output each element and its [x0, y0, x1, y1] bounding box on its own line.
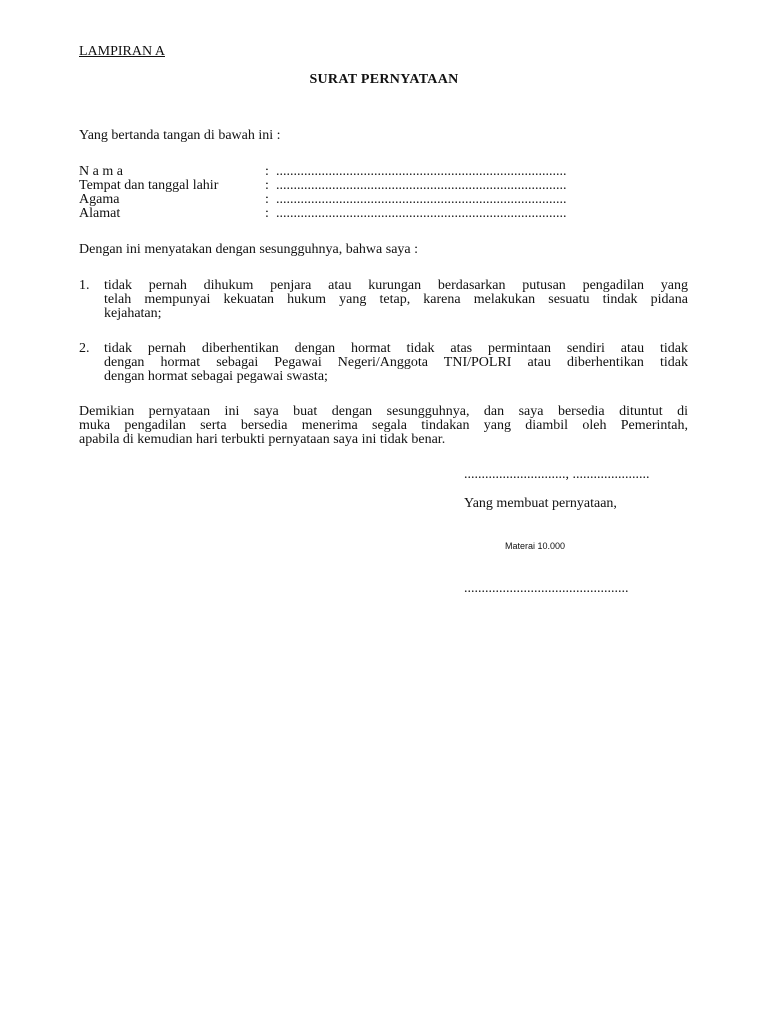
- closing-line: muka pengadilan serta bersedia menerima segala tindakan yang diambil oleh Pemerintah,: [79, 418, 688, 433]
- list-item-2: [104, 342, 688, 384]
- field-colon: :: [265, 178, 269, 193]
- attachment-label: LAMPIRAN A: [79, 44, 165, 59]
- list-item-line: kejahatan;: [104, 306, 162, 321]
- field-label-tempat-tanggal-lahir: Tempat dan tanggal lahir: [79, 178, 219, 193]
- signer-label: Yang membuat pernyataan,: [464, 496, 617, 511]
- intro-text: Yang bertanda tangan di bawah ini :: [79, 128, 281, 143]
- list-item-1: [104, 279, 688, 321]
- field-colon: :: [265, 192, 269, 207]
- field-colon: :: [265, 164, 269, 179]
- list-number: 1.: [79, 278, 90, 293]
- field-blank-agama: ...................................................................................: [276, 192, 567, 207]
- closing-line: apabila di kemudian hari terbukti pernyataan saya ini tidak benar.: [79, 432, 446, 447]
- signature-blank: ...............................................: [464, 581, 629, 596]
- list-item-line: tidak pernah diberhentikan dengan hormat tidak atas permintaan sendiri atau tidak: [104, 341, 688, 356]
- list-number: 2.: [79, 341, 90, 356]
- statement-text: Dengan ini menyatakan dengan sesungguhnya, bahwa saya :: [79, 242, 419, 257]
- list-item-line: dengan hormat sebagai Pegawai Negeri/Anggota TNI/POLRI atau diberhentikan tidak: [104, 355, 688, 370]
- list-item-line: tidak pernah dihukum penjara atau kurungan berdasarkan putusan pengadilan yang: [104, 278, 688, 293]
- closing-line: Demikian pernyataan ini saya buat dengan sesungguhnya, dan saya bersedia dituntut di: [79, 404, 688, 419]
- document-title: SURAT PERNYATAAN: [309, 72, 459, 87]
- field-label-agama: Agama: [79, 192, 120, 207]
- field-colon: :: [265, 206, 269, 221]
- field-label-nama: N a m a: [79, 164, 123, 179]
- place-date-blank: ............................., ......................: [464, 467, 650, 482]
- list-item-line: dengan hormat sebagai pegawai swasta;: [104, 369, 328, 384]
- field-blank-alamat: ...................................................................................: [276, 206, 567, 221]
- list-item-line: telah mempunyai kekuatan hukum yang tetap, karena melakukan sesuatu tindak pidana: [104, 292, 688, 307]
- stamp-duty-label: Materai 10.000: [505, 541, 566, 551]
- field-label-alamat: Alamat: [79, 206, 121, 221]
- field-blank-nama: ...................................................................................: [276, 164, 567, 179]
- closing-paragraph: [79, 405, 688, 447]
- field-blank-tempat-tanggal-lahir: ...................................................................................: [276, 178, 567, 193]
